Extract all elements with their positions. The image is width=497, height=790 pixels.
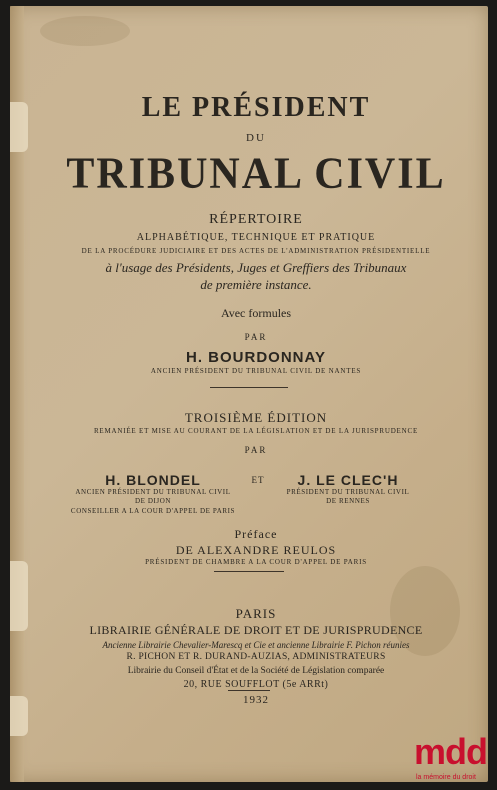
publisher-admins: R. PICHON ET R. DURAND-AUZIAS, ADMINISTRATEURS: [126, 652, 386, 662]
alphabetique-line: ALPHABÉTIQUE, TECHNIQUE ET PRATIQUE: [136, 232, 376, 243]
title-line-1: LE PRÉSIDENT: [141, 92, 371, 123]
par-label: PAR: [244, 332, 268, 342]
divider-rule: [214, 571, 284, 572]
preface-label: Préface: [234, 527, 278, 541]
author-title: ANCIEN PRÉSIDENT DU TRIBUNAL CIVIL DE NANTES: [150, 367, 362, 375]
remaniee-line: REMANIÉE ET MISE AU COURANT DE LA LÉGISLATION ET DE LA JURISPRUDENCE: [93, 427, 419, 435]
publisher-city: PARIS: [235, 606, 277, 621]
et-label: ET: [251, 475, 265, 485]
formules-line: Avec formules: [220, 306, 292, 320]
publication-year: 1932: [243, 694, 269, 706]
author-name: H. BOURDONNAY: [186, 349, 326, 366]
edition-line: TROISIÈME ÉDITION: [184, 410, 328, 425]
coauthor-1-title: DE DIJON: [134, 497, 172, 505]
watermark-tagline: la mémoire du droit: [416, 774, 476, 781]
watermark-logo: [414, 731, 494, 784]
divider-rule: [228, 690, 270, 691]
publisher-name: LIBRAIRIE GÉNÉRALE DE DROIT ET DE JURISPRUDENCE: [89, 623, 423, 637]
publisher-conseil: Librairie du Conseil d'État et de la Société de Législation comparée: [127, 666, 385, 676]
title-du: DU: [246, 132, 266, 144]
coauthor-1-name: H. BLONDEL: [105, 472, 201, 488]
preface-author-title: PRÉSIDENT DE CHAMBRE A LA COUR D'APPEL DE PARIS: [145, 558, 367, 566]
coauthor-2-title: DE RENNES: [326, 497, 370, 505]
publisher-address: 20, RUE SOUFFLOT (5e ARRt): [183, 679, 329, 690]
book-cover: [10, 6, 488, 782]
usage-line-2: de première instance.: [200, 277, 312, 292]
paper-stain: [40, 16, 130, 46]
usage-line-1: à l'usage des Présidents, Juges et Greffiers des Tribunaux: [105, 260, 407, 275]
coauthor-1-title: ANCIEN PRÉSIDENT DU TRIBUNAL CIVIL: [75, 488, 231, 496]
procedure-line: DE LA PROCÉDURE JUDICIAIRE ET DES ACTES DE L'ADMINISTRATION PRÉSIDENTIELLE: [81, 247, 431, 255]
par-label-2: PAR: [244, 445, 268, 455]
coauthor-1-title: CONSEILLER A LA COUR D'APPEL DE PARIS: [70, 507, 236, 515]
watermark-logo-text: mdd: [414, 731, 487, 772]
publisher-former: Ancienne Librairie Chevalier-Marescq et Cie et ancienne Librairie F. Pichon réunies: [102, 640, 410, 650]
preface-author: DE ALEXANDRE REULOS: [175, 543, 337, 557]
coauthor-2-title: PRÉSIDENT DU TRIBUNAL CIVIL: [286, 488, 410, 496]
title-line-2: TRIBUNAL CIVIL: [66, 149, 446, 199]
repertoire-heading: RÉPERTOIRE: [209, 212, 303, 227]
coauthor-2-name: J. LE CLEC'H: [297, 472, 399, 488]
divider-rule: [210, 387, 288, 388]
